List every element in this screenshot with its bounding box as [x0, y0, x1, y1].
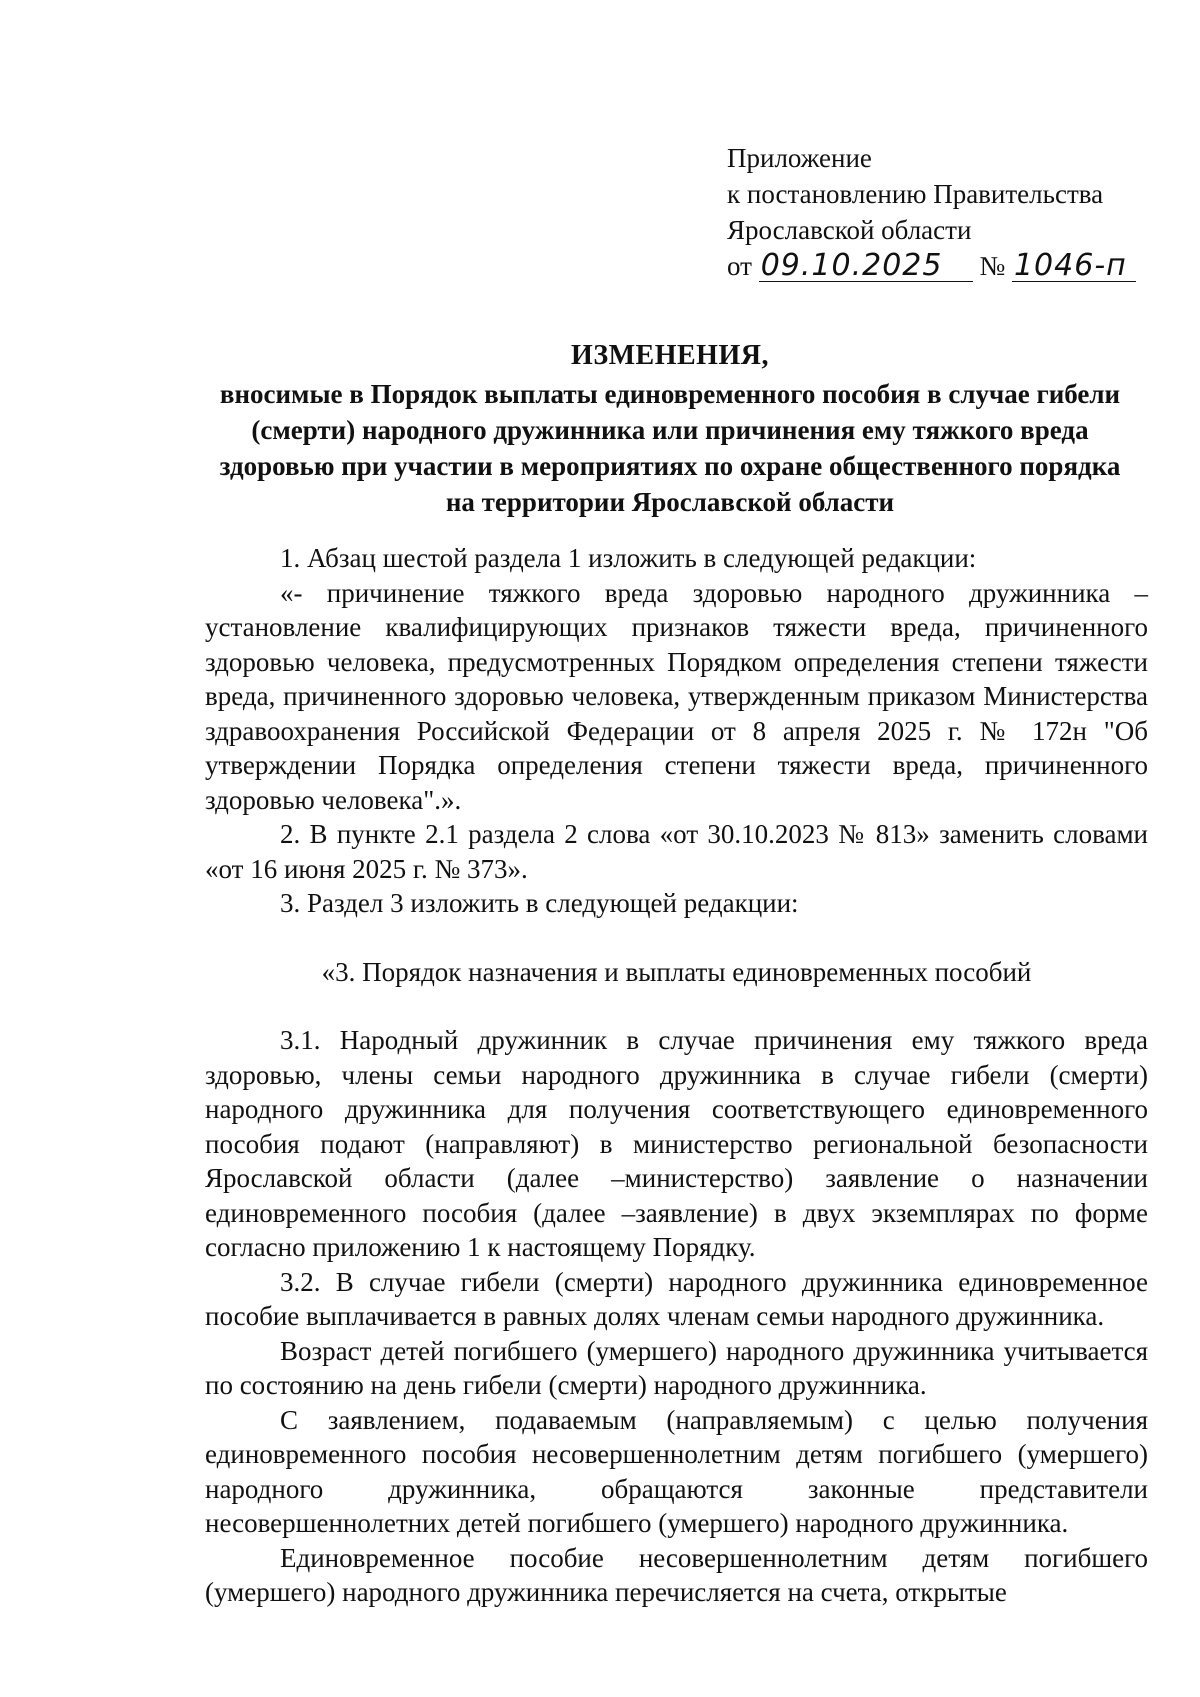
document-title [205, 338, 1135, 520]
appendix-line-1: Приложение [727, 143, 872, 173]
handwritten-number: 1046-п [1012, 251, 1136, 282]
handwritten-date: 09.10.2025 [759, 251, 973, 282]
paragraph: 2. В пункте 2.1 раздела 2 слова «от 30.10.2023 № 813» заменить словами «от 16 июня 2025 г. № 373». [205, 819, 1148, 884]
paragraph: Возраст детей погибшего (умершего) народного дружинника учитывается по состоянию на день гибели (смерти) народного дружинника. [205, 1335, 1148, 1400]
paragraph: 3. Раздел 3 изложить в следующей редакции: [280, 888, 799, 918]
date-prefix: от [727, 251, 752, 281]
appendix-line-3: Ярославской области [727, 215, 972, 245]
section-heading: «3. Порядок назначения и выплаты единовременных пособий [321, 956, 1032, 987]
appendix-header [727, 140, 1167, 284]
paragraph: 3.1. Народный дружинник в случае причинения ему тяжкого вреда здоровью, члены семьи народного дружинника в случае гибели (смерти) народного дружинника для получения соответствующего единовременного пособия подают (направляют) в министерство региональной безопасности Ярославской области (далее –министерство) заявление о назначении единовременного пособия (далее –заявление) в двух экземплярах по форме согласно приложению 1 к настоящему Порядку. [205, 1025, 1148, 1262]
appendix-line-2: к постановлению Правительства [727, 179, 1104, 209]
paragraph: 1. Абзац шестой раздела 1 изложить в следующей редакции: [280, 543, 977, 573]
paragraph: С заявлением, подаваемым (направляемым) с целью получения единовременного пособия несовершеннолетним детям погибшего (умершего) народного дружинника, обращаются законные представители несовершеннолетних детей погибшего (умершего) народного дружинника. [205, 1404, 1148, 1538]
document-body [205, 541, 1148, 1610]
paragraph: 3.2. В случае гибели (смерти) народного дружинника единовременное пособие выплачивается в равных долях членам семьи народного дружинника. [205, 1266, 1148, 1331]
number-sign: № [979, 251, 1006, 281]
paragraph: Единовременное пособие несовершеннолетним детям погибшего (умершего) народного дружинника перечисляется на счета, открытые [205, 1542, 1148, 1607]
appendix-date-line [727, 248, 1167, 284]
paragraph: «- причинение тяжкого вреда здоровью народного дружинника – установление квалифицирующих признаков тяжести вреда, причиненного здоровью человека, предусмотренных Порядком определения степени тяжести вреда, причиненного здоровью человека, утвержденным приказом Министерства здравоохранения Российской Федерации от 8 апреля 2025 г. № 172н "Об утверждении Порядка определения степени тяжести вреда, причиненного здоровью человека".». [205, 577, 1148, 815]
main-title: ИЗМЕНЕНИЯ, [571, 340, 769, 371]
subtitle: вносимые в Порядок выплаты единовременного пособия в случае гибели (смерти) народного дружинника или причинения ему тяжкого вреда здоровью при участии в мероприятиях по охране общественного порядка на территории Ярославской области [219, 379, 1121, 517]
